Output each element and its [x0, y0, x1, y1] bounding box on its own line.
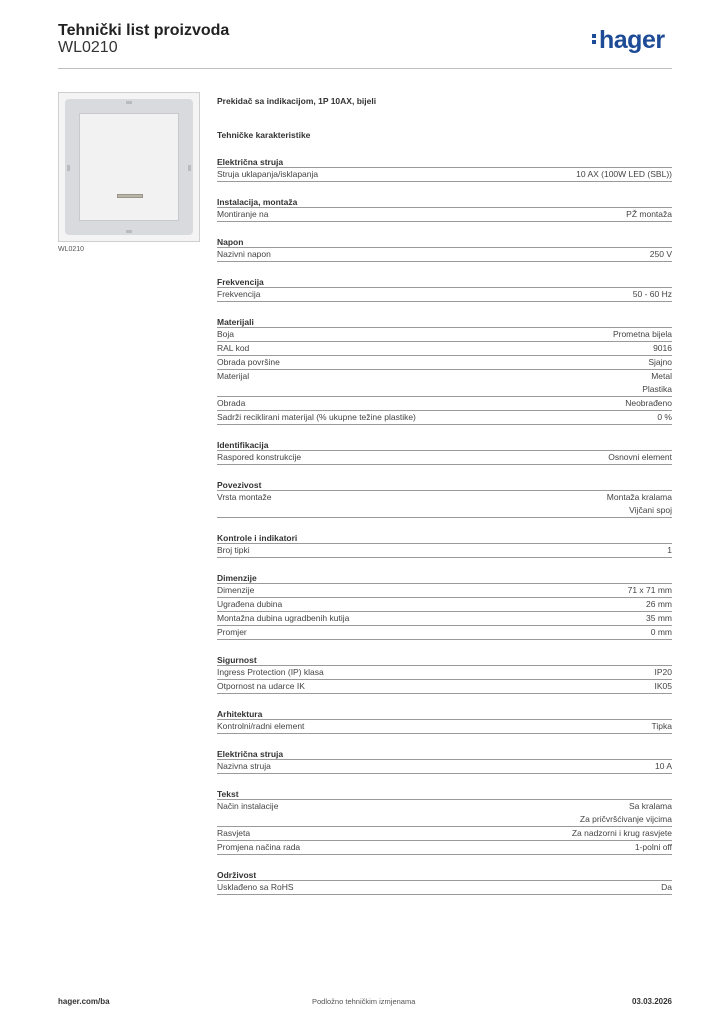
spec-value-line: 10 AX (100W LED (SBL)): [576, 169, 672, 179]
spec-value: [655, 760, 672, 773]
document-title: Tehnički list proizvoda: [58, 22, 230, 39]
spec-value: [608, 451, 672, 464]
spec-row: [217, 827, 672, 841]
spec-label: Struja uklapanja/isklapanja: [217, 169, 319, 179]
spec-value-line: IK05: [654, 681, 672, 691]
section-heading: Arhitektura: [217, 708, 672, 720]
spec-row: [217, 760, 672, 774]
spec-section: [217, 316, 672, 425]
spec-value: [661, 881, 672, 894]
spec-value-line: 9016: [653, 343, 672, 353]
spec-row: [217, 288, 672, 302]
spec-value-line: Osnovni element: [608, 452, 672, 462]
spec-value: [626, 208, 672, 221]
spec-value-line: Sjajno: [648, 357, 672, 367]
spec-value: [572, 827, 672, 840]
spec-row: [217, 370, 672, 397]
spec-section: [217, 156, 672, 182]
spec-value-line: Za nadzorni i krug rasvjete: [571, 828, 672, 838]
spec-value-line: Za pričvršćivanje vijcima: [579, 814, 672, 824]
spec-label: Obrada površine: [217, 357, 280, 367]
spec-value-line: 35 mm: [646, 613, 672, 623]
spec-section: [217, 196, 672, 222]
spec-value-line: Plastika: [642, 384, 672, 394]
spec-row: [217, 680, 672, 694]
spec-label: RAL kod: [217, 343, 250, 353]
spec-label: Kontrolni/radni element: [217, 721, 305, 731]
spec-value: [646, 598, 672, 611]
spec-value: [613, 328, 672, 341]
spec-row: [217, 841, 672, 855]
spec-row: [217, 397, 672, 411]
spec-section: [217, 276, 672, 302]
frame-notch: [126, 101, 132, 104]
section-heading: Održivost: [217, 869, 672, 881]
spec-value-line: 50 - 60 Hz: [632, 289, 672, 299]
spec-section: [217, 869, 672, 895]
spec-value: [625, 397, 672, 410]
spec-value: [667, 544, 672, 557]
spec-value-line: 250 V: [649, 249, 672, 259]
product-image: [58, 92, 200, 242]
spec-value-line: 0 %: [657, 412, 672, 422]
header-divider: [58, 68, 672, 69]
spec-label: Način instalacije: [217, 801, 279, 811]
spec-label: Raspored konstrukcije: [217, 452, 302, 462]
spec-label: Broj tipki: [217, 545, 250, 555]
spec-row: [217, 666, 672, 680]
spec-value-line: 71 x 71 mm: [627, 585, 672, 595]
section-heading: Električna struja: [217, 748, 672, 760]
spec-row: [217, 451, 672, 465]
product-code: WL0210: [58, 39, 118, 56]
spec-row: [217, 356, 672, 370]
spec-label: Ingress Protection (IP) klasa: [217, 667, 324, 677]
spec-label: Otpornost na udarce IK: [217, 681, 305, 691]
spec-label: Promjena načina rada: [217, 842, 301, 852]
spec-section: [217, 572, 672, 640]
spec-value-line: 26 mm: [646, 599, 672, 609]
frame-notch: [188, 165, 191, 171]
specs-heading: Tehničke karakteristike: [217, 130, 311, 140]
spec-value-line: 0 mm: [650, 627, 672, 637]
spec-value: [653, 342, 672, 355]
logo-text: hager: [599, 26, 665, 54]
spec-label: Obrada: [217, 398, 246, 408]
spec-value-line: Metal: [651, 371, 672, 381]
spec-label: Nazivna struja: [217, 761, 271, 771]
spec-row: [217, 612, 672, 626]
section-heading: Identifikacija: [217, 439, 672, 451]
section-heading: Tekst: [217, 788, 672, 800]
spec-section: [217, 479, 672, 518]
spec-value: [580, 800, 672, 826]
spec-value-line: Montaža kralama: [606, 492, 672, 502]
spec-value: [633, 288, 672, 301]
spec-row: [217, 168, 672, 182]
spec-section: [217, 439, 672, 465]
spec-row: [217, 720, 672, 734]
hager-logo[interactable]: [592, 26, 665, 54]
spec-value: [651, 626, 672, 639]
logo-dots-icon: [592, 32, 597, 46]
spec-section: [217, 236, 672, 262]
footer-date: 03.03.2026: [631, 997, 672, 1006]
spec-value: [657, 411, 672, 424]
section-heading: Električna struja: [217, 156, 672, 168]
spec-label: Ugrađena dubina: [217, 599, 283, 609]
product-title: Prekidač sa indikacijom, 1P 10AX, bijeli: [217, 96, 377, 106]
spec-label: Rasvjeta: [217, 828, 251, 838]
spec-value-line: Vijčani spoj: [629, 505, 672, 515]
spec-label: Vrsta montaže: [217, 492, 272, 502]
spec-value-line: Da: [661, 882, 672, 892]
spec-sections: [217, 156, 672, 895]
spec-value-line: IP20: [654, 667, 672, 677]
spec-value-line: Sa kralama: [629, 801, 672, 811]
spec-section: [217, 748, 672, 774]
spec-row: [217, 598, 672, 612]
switch-frame: [65, 99, 193, 235]
spec-row: [217, 248, 672, 262]
spec-value: [642, 370, 672, 396]
section-heading: Dimenzije: [217, 572, 672, 584]
spec-value: [655, 680, 673, 693]
spec-label: Montažna dubina ugradbenih kutija: [217, 613, 350, 623]
spec-value-line: 10 A: [654, 761, 672, 771]
spec-content: [217, 96, 672, 895]
spec-label: Boja: [217, 329, 235, 339]
footer-disclaimer: Podložno tehničkim izmjenama: [312, 997, 416, 1006]
spec-value-line: Tipka: [651, 721, 672, 731]
spec-value: [607, 491, 672, 517]
indicator-lens: [117, 194, 143, 198]
spec-value-line: 1: [667, 545, 672, 555]
section-heading: Povezivost: [217, 479, 672, 491]
spec-value: [576, 168, 672, 181]
section-heading: Sigurnost: [217, 654, 672, 666]
spec-value-line: 1-polni off: [634, 842, 672, 852]
section-heading: Napon: [217, 236, 672, 248]
spec-row: [217, 544, 672, 558]
section-heading: Instalacija, montaža: [217, 196, 672, 208]
spec-label: Sadrži reciklirani materijal (% ukupne težine plastike): [217, 412, 416, 422]
spec-label: Montiranje na: [217, 209, 269, 219]
section-heading: Materijali: [217, 316, 672, 328]
spec-row: [217, 411, 672, 425]
spec-label: Nazivni napon: [217, 249, 271, 259]
section-heading: Kontrole i indikatori: [217, 532, 672, 544]
spec-value: [652, 720, 672, 733]
spec-section: [217, 532, 672, 558]
spec-value: [628, 584, 672, 597]
frame-notch: [67, 165, 70, 171]
spec-label: Usklađeno sa RoHS: [217, 882, 294, 892]
spec-section: [217, 788, 672, 855]
section-heading: Frekvencija: [217, 276, 672, 288]
spec-row: [217, 584, 672, 598]
spec-row: [217, 328, 672, 342]
spec-label: Dimenzije: [217, 585, 255, 595]
spec-row: [217, 800, 672, 827]
spec-row: [217, 208, 672, 222]
spec-value: [646, 612, 672, 625]
spec-value: [655, 666, 673, 679]
spec-label: Promjer: [217, 627, 247, 637]
image-caption: WL0210: [58, 246, 85, 253]
spec-value: [635, 841, 672, 854]
spec-value-line: PŽ montaža: [626, 209, 672, 219]
spec-label: Frekvencija: [217, 289, 261, 299]
spec-row: [217, 626, 672, 640]
frame-notch: [126, 230, 132, 233]
spec-row: [217, 881, 672, 895]
spec-row: [217, 342, 672, 356]
spec-section: [217, 654, 672, 694]
switch-rocker: [79, 113, 179, 221]
spec-row: [217, 491, 672, 518]
spec-value-line: Neobrađeno: [625, 398, 672, 408]
spec-section: [217, 708, 672, 734]
spec-value: [648, 356, 672, 369]
footer-website-link[interactable]: hager.com/ba: [58, 997, 110, 1006]
spec-value: [650, 248, 672, 261]
spec-value-line: Prometna bijela: [612, 329, 672, 339]
spec-label: Materijal: [217, 371, 250, 381]
